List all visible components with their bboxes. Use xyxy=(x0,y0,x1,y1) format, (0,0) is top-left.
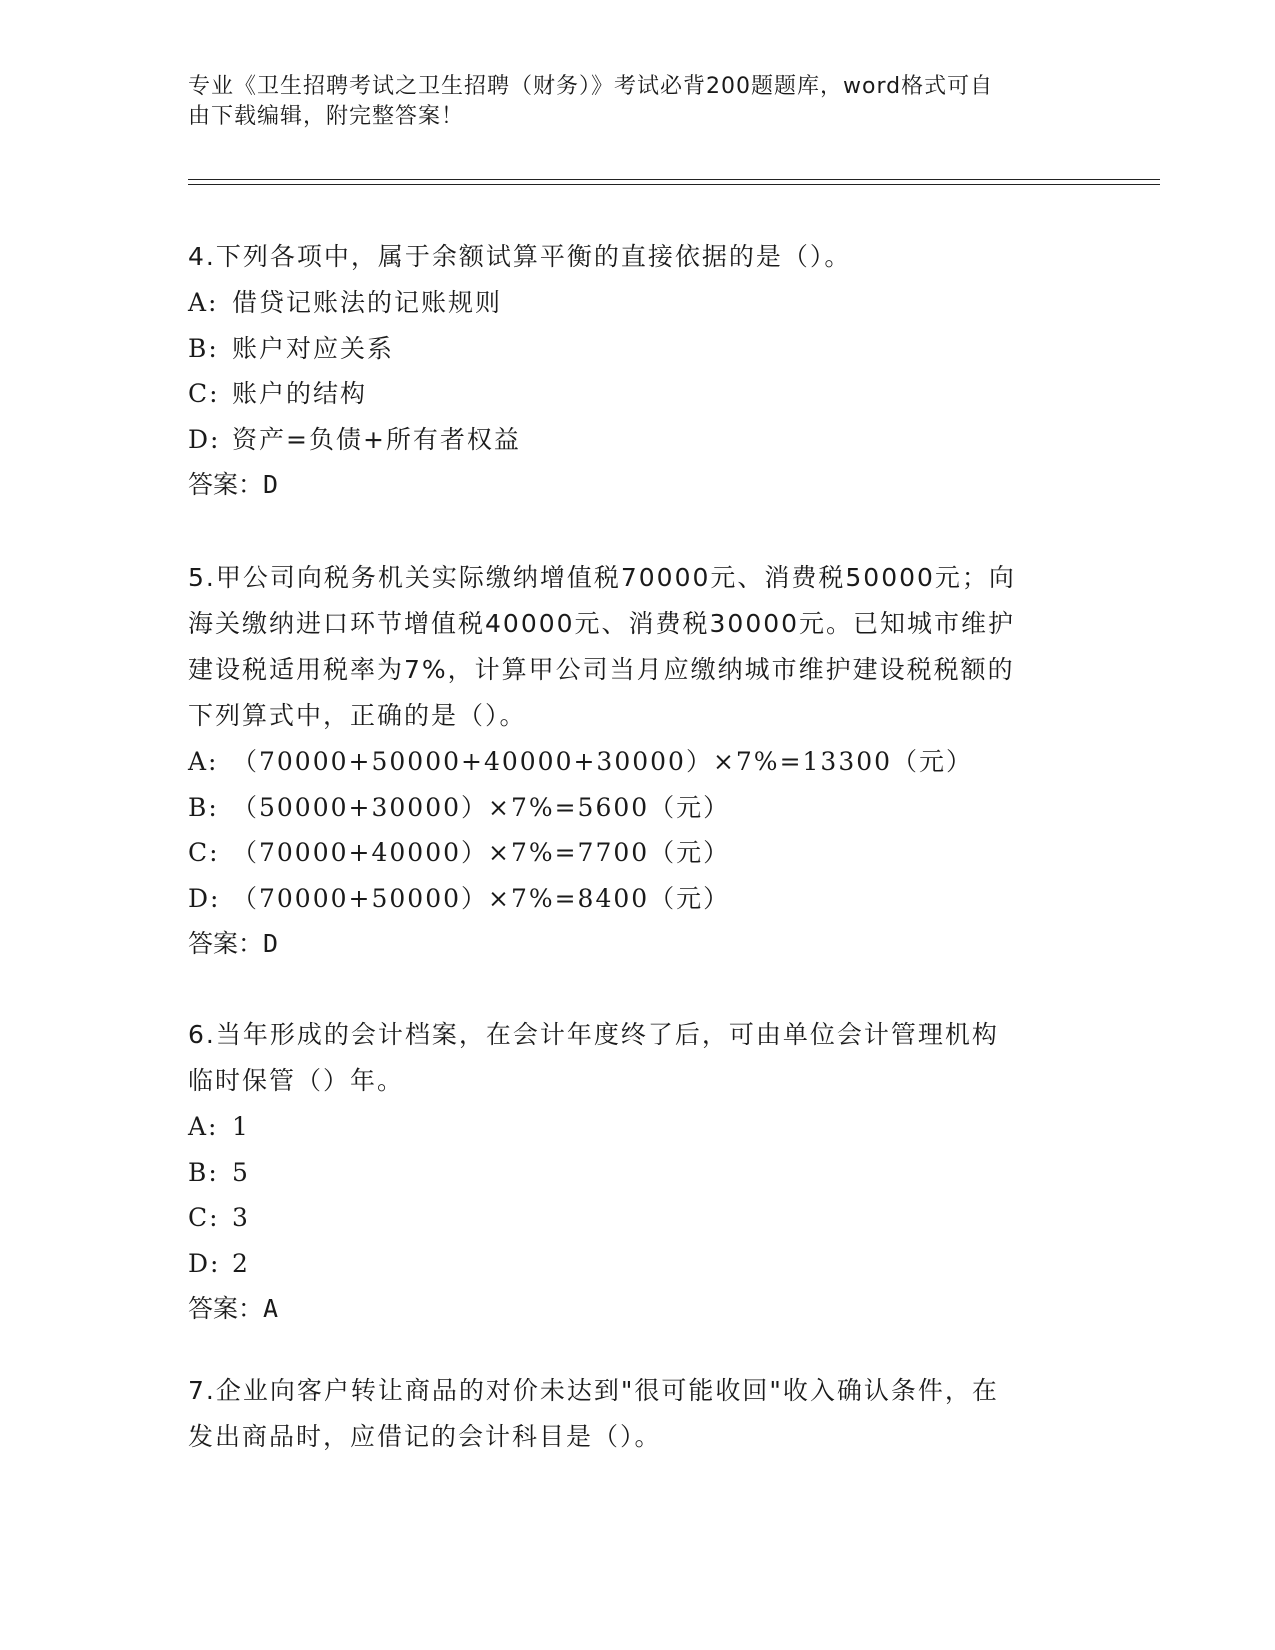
stem-line: 临时保管（）年。 xyxy=(188,1066,405,1095)
option-c xyxy=(188,1195,1068,1241)
stem-line: 下列算式中，正确的是（）。 xyxy=(188,701,527,730)
answer-line xyxy=(188,921,1068,967)
option-a xyxy=(188,739,1068,785)
option-key: A: xyxy=(188,747,219,776)
stem-line: 发出商品时，应借记的会计科目是（）。 xyxy=(188,1422,662,1451)
option-text: 借贷记账法的记账规则 xyxy=(232,288,503,317)
question-stem xyxy=(188,234,1068,280)
option-key: D: xyxy=(188,424,221,454)
option-text: 账户的结构 xyxy=(232,379,368,408)
option-key: B: xyxy=(188,333,219,363)
option-text: （70000+50000+40000+30000）×7%=13300（元） xyxy=(232,747,974,776)
question-5 xyxy=(188,555,1068,967)
option-d xyxy=(188,1241,1068,1287)
stem-line: 海关缴纳进口环节增值税40000元、消费税30000元。已知城市维护 xyxy=(188,609,1016,638)
option-key: D: xyxy=(188,1248,221,1278)
option-text: （70000+50000）×7%=8400（元） xyxy=(232,883,731,913)
option-key: C: xyxy=(188,838,220,867)
option-key: C: xyxy=(188,1203,220,1232)
stem-line: 5.甲公司向税务机关实际缴纳增值税70000元、消费税50000元；向 xyxy=(188,563,1016,592)
option-key: A: xyxy=(188,288,219,317)
option-key: A: xyxy=(188,1112,219,1141)
option-b xyxy=(188,1150,1068,1196)
question-7 xyxy=(188,1368,1068,1460)
option-text: 1 xyxy=(232,1112,250,1141)
stem-line: 7.企业向客户转让商品的对价未达到"很可能收回"收入确认条件，在 xyxy=(188,1376,999,1405)
stem-line: 建设税适用税率为7%，计算甲公司当月应缴纳城市维护建设税税额的 xyxy=(188,655,1015,684)
question-stem xyxy=(188,555,1068,739)
option-key: D: xyxy=(188,883,221,913)
question-4 xyxy=(188,234,1068,508)
option-text: 资产=负债+所有者权益 xyxy=(232,424,521,454)
option-b xyxy=(188,326,1068,372)
option-d xyxy=(188,417,1068,463)
stem-line: 4.下列各项中，属于余额试算平衡的直接依据的是（）。 xyxy=(188,242,852,271)
question-6 xyxy=(188,1012,1068,1332)
answer-value: D xyxy=(263,929,279,958)
option-key: B: xyxy=(188,792,219,822)
question-stem xyxy=(188,1368,1068,1460)
option-text: 3 xyxy=(232,1203,250,1232)
header-line-2: 由下载编辑，附完整答案！ xyxy=(188,104,465,129)
option-key: C: xyxy=(188,379,220,408)
answer-line xyxy=(188,1286,1068,1332)
option-c xyxy=(188,371,1068,417)
option-text: （70000+40000）×7%=7700（元） xyxy=(232,838,731,867)
answer-label: 答案： xyxy=(188,929,264,958)
document-header xyxy=(188,72,1068,132)
question-stem xyxy=(188,1012,1068,1104)
option-a xyxy=(188,1104,1068,1150)
option-text: 5 xyxy=(232,1157,250,1187)
header-divider-bottom xyxy=(188,184,1160,185)
header-divider-top xyxy=(188,179,1160,180)
option-b xyxy=(188,785,1068,831)
answer-label: 答案： xyxy=(188,1294,264,1323)
option-text: 2 xyxy=(232,1248,250,1278)
option-c xyxy=(188,830,1068,876)
option-a xyxy=(188,280,1068,326)
option-text: 账户对应关系 xyxy=(232,333,395,363)
option-d xyxy=(188,876,1068,922)
option-key: B: xyxy=(188,1157,219,1187)
header-line-1: 专业《卫生招聘考试之卫生招聘（财务）》考试必背200题题库，word格式可自 xyxy=(188,74,994,99)
answer-line xyxy=(188,462,1068,508)
option-text: （50000+30000）×7%=5600（元） xyxy=(232,792,731,822)
answer-value: A xyxy=(263,1294,279,1323)
stem-line: 6.当年形成的会计档案，在会计年度终了后，可由单位会计管理机构 xyxy=(188,1020,999,1049)
answer-value: D xyxy=(263,470,279,499)
answer-label: 答案： xyxy=(188,470,264,499)
